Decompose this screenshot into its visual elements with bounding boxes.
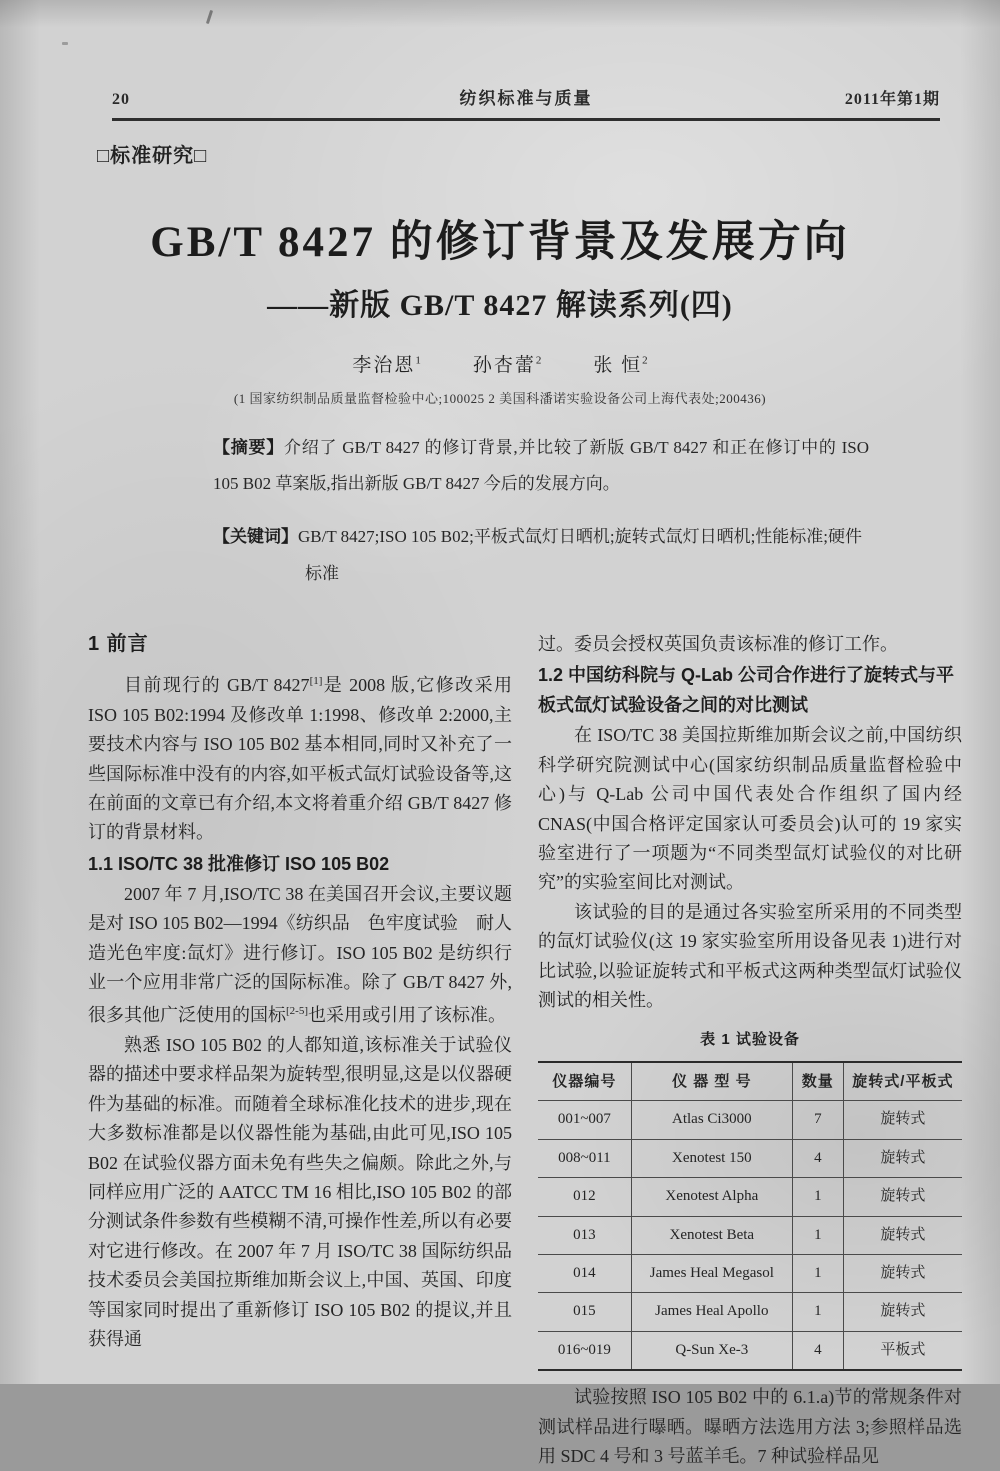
- table-row: [538, 1178, 962, 1216]
- keywords-block: [213, 518, 869, 592]
- table-cell: 008~011: [538, 1139, 631, 1177]
- paragraph: 试验按照 ISO 105 B02 中的 6.1.a)节的常规条件对测试样品进行曝晒。曝晒方法选用方法 3;参照样品选用 SDC 4 号和 3 号蓝羊毛。7 种试验样品见: [538, 1387, 962, 1466]
- table-header-cell: 旋转式/平板式: [843, 1062, 962, 1101]
- table-cell: 1: [792, 1178, 843, 1216]
- table-cell: 旋转式: [843, 1216, 962, 1254]
- paragraph-text: 是 2008 版,它修改采用 ISO 105 B02:1994 及修改单 1:1998、修改单 2:2000,主要技术内容与 ISO 105 B02 基本相同,同时又补充了一些国际标准中没有的内容,如平板式氙灯试验设备等,这在前面的文章已有介绍,本文将着重介绍 GB/T 8427 修订的背景材料。: [88, 675, 512, 843]
- author-name: 李治恩: [352, 355, 416, 376]
- abstract-block: [213, 430, 869, 502]
- table-row: [538, 1101, 962, 1139]
- table-cell: Q-Sun Xe-3: [631, 1331, 792, 1370]
- table-cell: 1: [792, 1254, 843, 1292]
- section-label: □标准研究□: [97, 145, 208, 167]
- affiliation-line: (1 国家纺织制品质量监督检验中心;100025 2 美国科潘诺实验设备公司上海代表处;200436): [233, 391, 767, 406]
- section-heading-1-2: 1.2 中国纺科院与 Q-Lab 公司合作进行了旋转式与平板式氙灯试验设备之间的对比测试: [538, 665, 955, 716]
- keywords-label: 【关键词】: [213, 527, 298, 546]
- page-number: 20: [112, 91, 130, 108]
- table-cell: 1: [792, 1216, 843, 1254]
- author-affil-sup: 2: [535, 354, 542, 367]
- author: [352, 350, 421, 377]
- body-columns: [88, 630, 962, 1471]
- table-cell: 016~019: [538, 1331, 631, 1370]
- paragraph: [88, 880, 512, 1031]
- section-heading-1-1: 1.1 ISO/TC 38 批准修订 ISO 105 B02: [88, 853, 390, 874]
- table-header-cell: 数量: [792, 1062, 843, 1101]
- journal-name: 纺织标准与质量: [459, 89, 593, 108]
- paragraph: 在 ISO/TC 38 美国拉斯维加斯会议之前,中国纺织科学研究院测试中心(国家纺织制品质量监督检验中心)与 Q-Lab 公司中国代表处合作组织了国内经 CNAS(中国合格评定国家认可委员会)认可的 19 家实验室进行了一项题为“不同类型氙灯试验仪的对比研究”的实验室间比对测试。: [538, 725, 962, 893]
- table-row: [538, 1254, 962, 1292]
- table-header-row: [538, 1062, 962, 1101]
- table-row: [538, 1293, 962, 1331]
- abstract-label: 【摘要】: [213, 438, 285, 457]
- table-cell: Atlas Ci3000: [631, 1101, 792, 1139]
- table-cell: 015: [538, 1293, 631, 1331]
- table-header-cell: 仪器编号: [538, 1062, 631, 1101]
- keywords-text: GB/T 8427;ISO 105 B02;平板式氙灯日晒机;旋转式氙灯日晒机;性能标准;硬件标准: [298, 527, 863, 583]
- table-row: [538, 1216, 962, 1254]
- section-heading-1: 1 前言: [88, 633, 149, 655]
- right-column: [538, 630, 962, 1471]
- table-cell: James Heal Apollo: [631, 1293, 792, 1331]
- author-affil-sup: 1: [415, 354, 421, 367]
- authors-line: [0, 350, 1000, 377]
- author-name: 张 恒: [593, 355, 643, 376]
- table-cell: 旋转式: [843, 1101, 962, 1139]
- table-cell: 旋转式: [843, 1178, 962, 1216]
- citation-sup: [2-5]: [286, 1005, 308, 1018]
- author-affil-sup: 2: [642, 354, 648, 367]
- paragraph-text: 目前现行的 GB/T 8427: [124, 675, 310, 696]
- table-cell: 1: [792, 1293, 843, 1331]
- scan-speck: [206, 10, 213, 24]
- paragraph: [88, 667, 512, 847]
- article-title: GB/T 8427 的修订背景及发展方向: [150, 219, 850, 266]
- table-cell: 旋转式: [843, 1254, 962, 1292]
- table-cell: 旋转式: [843, 1139, 962, 1177]
- table-cell: Xenotest Alpha: [631, 1178, 792, 1216]
- table-cell: Xenotest 150: [631, 1139, 792, 1177]
- table-cell: James Heal Megasol: [631, 1254, 792, 1292]
- table-header-cell: 仪 器 型 号: [631, 1062, 792, 1101]
- table-cell: Xenotest Beta: [631, 1216, 792, 1254]
- equipment-table: [538, 1061, 962, 1371]
- paragraph-continuation: 过。委员会授权英国负责该标准的修订工作。: [538, 634, 898, 654]
- running-header: [112, 84, 940, 121]
- table-cell: 001~007: [538, 1101, 631, 1139]
- author: [593, 350, 647, 377]
- table-caption: 表 1 试验设备: [700, 1031, 800, 1049]
- citation-sup: [1]: [309, 675, 323, 688]
- paragraph: 该试验的目的是通过各实验室所采用的不同类型的氙灯试验仪(这 19 家实验室所用设备见表 1)进行对比试验,以验证旋转式和平板式这两种类型氙灯试验仪测试的相关性。: [538, 901, 962, 1011]
- table-cell: 014: [538, 1254, 631, 1292]
- table-row: [538, 1331, 962, 1370]
- table-cell: 4: [792, 1139, 843, 1177]
- table-row: [538, 1139, 962, 1177]
- author-name: 孙杏蕾: [472, 355, 536, 376]
- author: [473, 350, 542, 377]
- table-cell: 013: [538, 1216, 631, 1254]
- paragraph-text: 2007 年 7 月,ISO/TC 38 在美国召开会议,主要议题是对 ISO 105 B02—1994《纺织品 色牢度试验 耐人造光色牢度:氙灯》进行修订。ISO 105 B02 是纺织行业一个应用非常广泛的国际标准。除了 GB/T 8427 外,很多其他广泛使用的国标: [88, 883, 512, 1026]
- issue-label: 2011年第1期: [844, 91, 940, 108]
- paragraph: 熟悉 ISO 105 B02 的人都知道,该标准关于试验仪器的描述中要求样品架为旋转型,很明显,这是以仪器硬件为基础的标准。而随着全球标准化技术的进步,现在大多数标准都是以仪器性能为基础,由此可见,ISO 105 B02 在试验仪器方面未免有些失之偏颇。除此之外,与同样应用广泛的 AATCC TM 16 相比,ISO 105 B02 的部分测试条件参数有些模糊不清,可操作性差,所以有必要对它进行修改。在 2007 年 7 月 ISO/TC 38 国际纺织品技术委员会美国拉斯维加斯会议上,中国、英国、印度等国家同时提出了重新修订 ISO 105 B02 的提议,并且获得通: [88, 1034, 512, 1349]
- scan-speck: [62, 42, 68, 45]
- table-cell: 4: [792, 1331, 843, 1370]
- table-cell: 旋转式: [843, 1293, 962, 1331]
- table-cell: 平板式: [880, 1341, 926, 1358]
- table-cell: 7: [792, 1101, 843, 1139]
- paragraph-text: 也采用或引用了该标准。: [308, 1005, 506, 1026]
- table-cell: 012: [538, 1178, 631, 1216]
- abstract-text: 介绍了 GB/T 8427 的修订背景,并比较了新版 GB/T 8427 和正在修订中的 ISO 105 B02 草案版,指出新版 GB/T 8427 今后的发展方向。: [213, 438, 870, 493]
- article-subtitle: ——新版 GB/T 8427 解读系列(四): [267, 289, 733, 322]
- left-column: [88, 630, 512, 1471]
